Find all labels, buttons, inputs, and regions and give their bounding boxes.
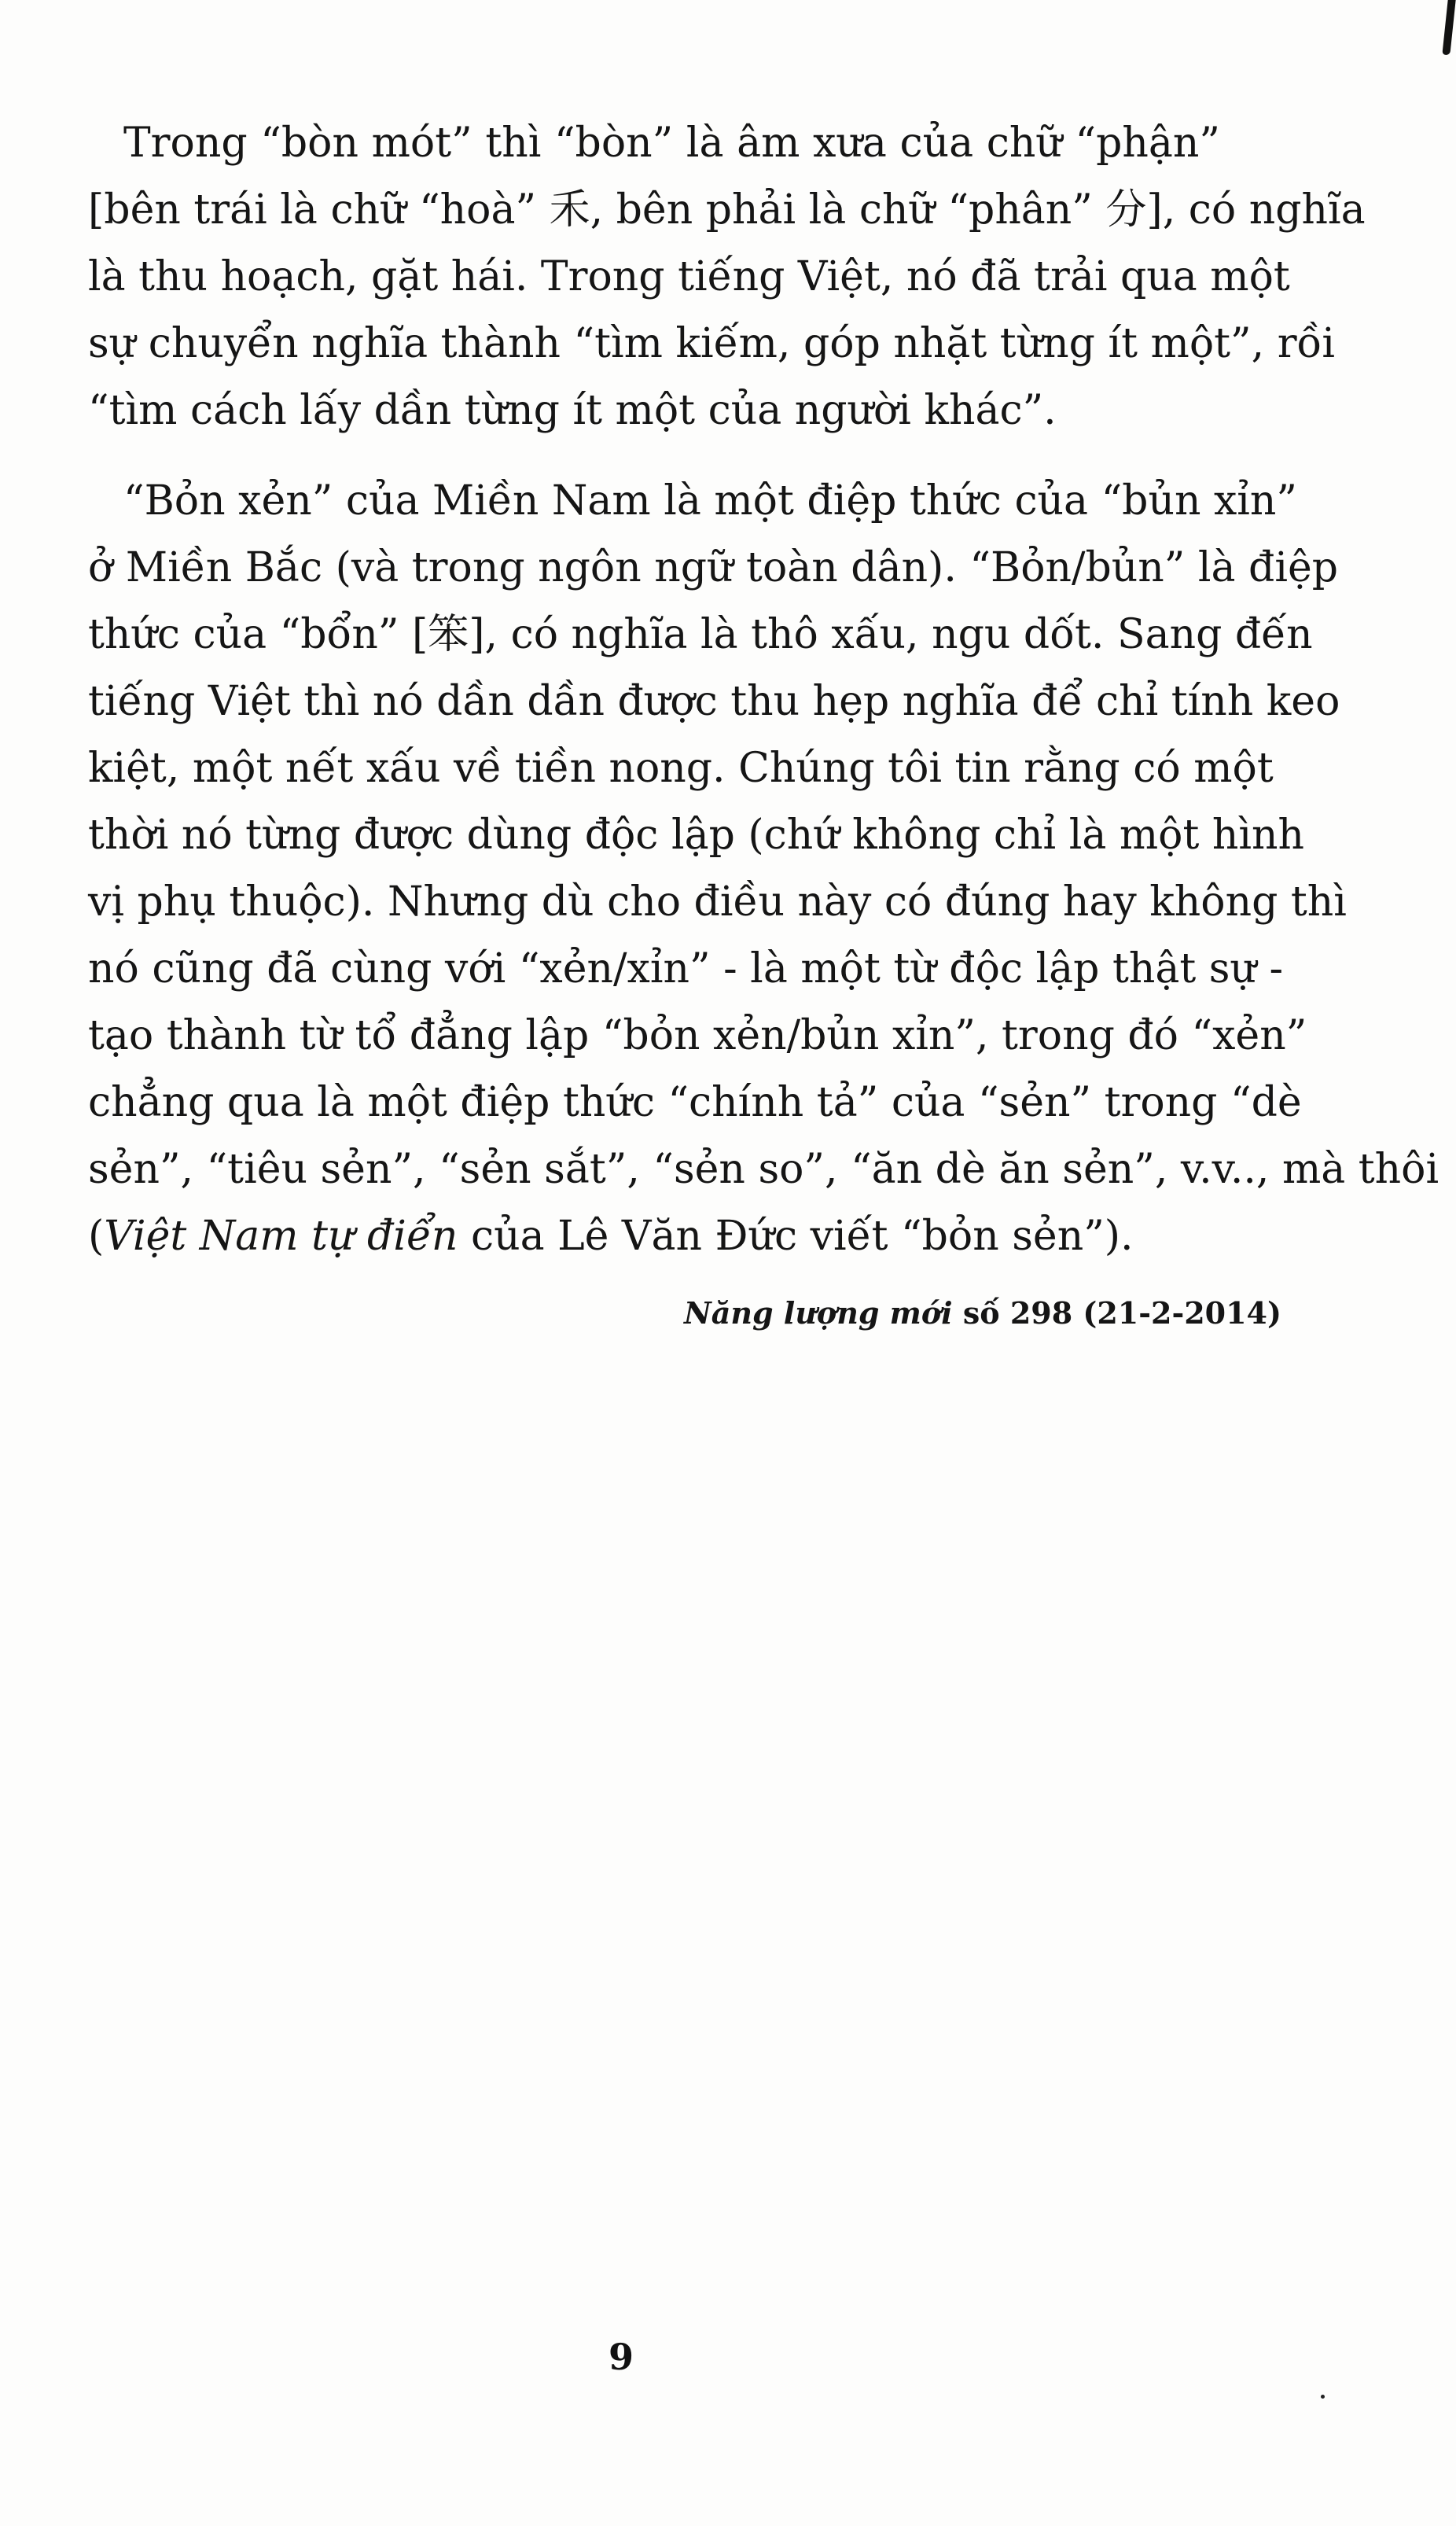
source-publication: Năng lượng mới [684,1295,953,1331]
text-line: “Bỏn xẻn” của Miền Nam là một điệp thức của “bủn xỉn” [123,477,1297,525]
paper-speck [1321,2395,1325,2399]
source-citation [684,1290,1281,1337]
text-line: tạo thành từ tổ đẳng lập “bỏn xẻn/bủn xỉn”, trong đó “xẻn” [88,1012,1307,1059]
text-line: sẻn”, “tiêu sẻn”, “sẻn sắt”, “sẻn so”, “ăn dè ăn sẻn”, v.v.., mà thôi [88,1146,1439,1193]
citation-rest: của Lê Văn Đức viết “bỏn sẻn”). [458,1213,1134,1260]
text-line: “tìm cách lấy dần từng ít một của người khác”. [88,387,1057,434]
page-number: 9 [608,2336,634,2378]
corner-ink-mark [1442,0,1455,55]
text-line: nó cũng đã cùng với “xẻn/xỉn” - là một từ độc lập thật sự - [88,945,1284,992]
text-line: kiệt, một nết xấu về tiền nong. Chúng tôi tin rằng có một [88,745,1274,792]
text-line: [bên trái là chữ “hoà” 禾, bên phải là chữ “phân” 分], có nghĩa [88,186,1366,234]
text-line: chẳng qua là một điệp thức “chính tả” của “sẻn” trong “dè [88,1079,1302,1126]
text-line: tiếng Việt thì nó dần dần được thu hẹp nghĩa để chỉ tính keo [88,678,1340,725]
body-text [88,110,1439,1270]
text-line: sự chuyển nghĩa thành “tìm kiếm, góp nhặt từng ít một”, rồi [88,320,1335,367]
text-line-final [88,1203,1220,1270]
paragraph-2 [88,468,1439,1270]
cited-dictionary-title: Việt Nam tự điển [104,1213,458,1260]
text-line: thời nó từng được dùng độc lập (chứ không chỉ là một hình [88,812,1304,859]
text-line: ở Miền Bắc (và trong ngôn ngữ toàn dân). “Bỏn/bủn” là điệp [88,544,1339,591]
paragraph-1 [88,110,1366,444]
text-line: Trong “bòn mót” thì “bòn” là âm xưa của chữ “phận” [123,120,1220,167]
text-line: thức của “bổn” [笨], có nghĩa là thô xấu, ngu dốt. Sang đến [88,611,1313,658]
text-line: vị phụ thuộc). Nhưng dù cho điều này có đúng hay không thì [88,878,1347,926]
text-line: là thu hoạch, gặt hái. Trong tiếng Việt, nó đã trải qua một [88,253,1290,300]
source-issue: số 298 (21-2-2014) [952,1295,1281,1331]
open-paren: ( [88,1213,105,1260]
